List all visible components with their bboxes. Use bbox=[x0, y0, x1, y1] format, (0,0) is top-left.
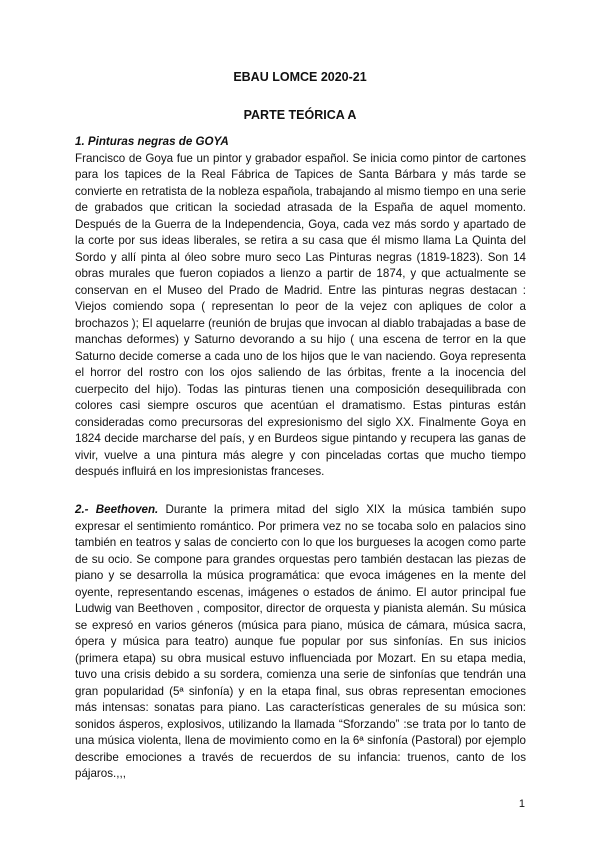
section-goya bbox=[75, 134, 526, 481]
section-paragraph: Francisco de Goya fue un pintor y grabador español. Se inicia como pintor de cartones para los tapices de la Real Fábrica de Tapices de Santa Bárbara y más tarde se convierte en retratista de la nobleza española, trabajando al mismo tiempo en una serie de grabados que critican la sociedad atrasada de la España de aquel momento. Después de la Guerra de la Independencia, Goya, cada vez más sordo y apartado de la corte por sus ideas liberales, se retira a su casa que él mismo llama La Quinta del Sordo y allí pinta al óleo sobre muro seco Las Pinturas negras (1819-1823). Son 14 obras murales que fueron copiados a lienzo a partir de 1874, y que actualmente se conservan en el Museo del Prado de Madrid. Entre las pinturas negras destacan : Viejos comiendo sopa ( representan lo peor de la vejez con apliques de color a brochazos ); El aquelarre (reunión de brujas que invocan al diablo trabajadas a base de manchas deformes) y Saturno devorando a su hijo ( una escena de terror en la que Saturno decide comerse a cada uno de los hijos que le van naciendo. Goya representa el horror del rostro con los ojos saliendo de las órbitas, frente a la inocencia del cuerpecito del hijo). Todas las pinturas tienen una composición desequilibrada con colores casi siempre oscuros que acentúan el dramatismo. Estas pinturas están consideradas como precursoras del expresionismo del siglo XX. Finalmente Goya en 1824 decide marcharse del país, y en Burdeos sigue pintando y recupera las ganas de vivir, vuelve a una pintura más alegre y con pinceladas cortas que mucho tiempo después influirá en los impresionistas franceses. bbox=[75, 151, 526, 478]
document-title: EBAU LOMCE 2020-21 bbox=[233, 70, 367, 84]
section-heading: 2.- Beethoven. bbox=[75, 503, 159, 516]
document-subtitle: PARTE TEÓRICA A bbox=[243, 108, 357, 122]
page-number: 1 bbox=[518, 798, 525, 810]
section-body: Durante la primera mitad del siglo XIX la música también supo expresar el sentimiento romántico. Por primera vez no se tocaba solo en palacios sino también en teatros y salas de concierto con lo que los burgueses la acogen como parte de su ocio. Se compone para grandes orquestas pero también destacan las piezas de piano y se desarrolla la música programática: que evoca imágenes en la mente del oyente, representando escenas, imágenes o estados de ánimo. El autor principal fue Ludwig van Beethoven , compositor, director de orquesta y pianista alemán. Su música se expresó en varios géneros (música para piano, música de cámara, música sacra, ópera y música para teatro) aunque fue popular por sus sinfonías. En sus inicios (primera etapa) su obra musical estuvo influenciada por Mozart. En su etapa media, tuvo una crisis debido a su sordera, comienza una serie de sinfonías que tendrán una gran popularidad (5ª sinfonía) y en la etapa final, sus obras representan emociones más intensas: sonatas para piano. Las características generales de su música son: sonidos ásperos, explosivos, utilizando la llamada “Sforzando” :se trata por lo tanto de una música violenta, llena de movimiento como en la 6ª sinfonía (Pastoral) por ejemplo describe emociones a través de recuerdos de su infancia: truenos, canto de los pájaros.,,, bbox=[75, 503, 526, 780]
section-heading: 1. Pinturas negras de GOYA bbox=[75, 135, 229, 148]
section-beethoven bbox=[75, 502, 526, 783]
section-paragraph bbox=[75, 502, 526, 783]
